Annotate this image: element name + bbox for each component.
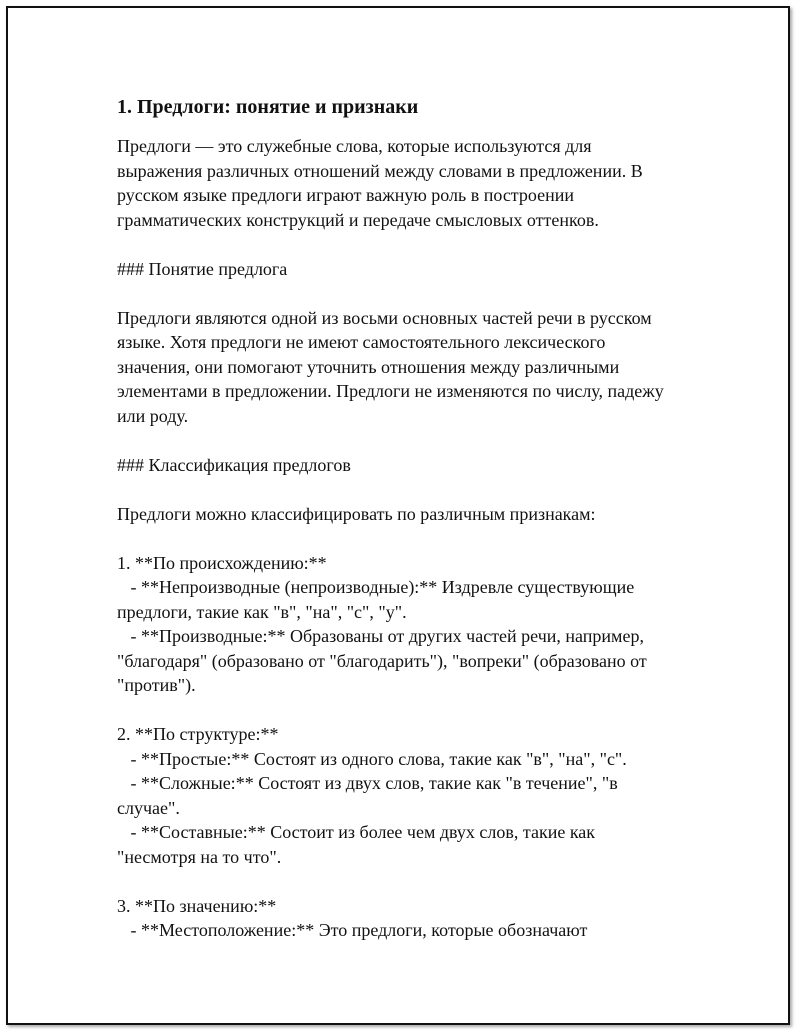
paragraph: [117, 551, 707, 698]
text-line: Предлоги можно классифицировать по различным признакам:: [117, 503, 596, 524]
text-line: грамматических конструкций и передаче смысловых оттенков.: [117, 209, 599, 230]
text-line: элементами в предложении. Предлоги не изменяются по числу, падежу: [117, 381, 664, 401]
text-line: значения, они помогают уточнить отношения между различными: [117, 356, 620, 377]
text-line: - **Местоположение:** Это предлоги, которые обозначают: [117, 920, 588, 940]
paragraph-gap: [117, 698, 707, 723]
paragraph: [117, 257, 707, 282]
text-line: ### Классификация предлогов: [117, 454, 351, 475]
paragraph-gap: [117, 281, 707, 306]
text-line: Предлоги являются одной из восьми основных частей речи в русском: [117, 307, 652, 328]
text-line: "несмотря на то что".: [117, 846, 282, 867]
text-line: "против").: [117, 675, 196, 695]
document-body: [117, 94, 707, 943]
text-line: 2. **По структуре:**: [117, 724, 279, 744]
document-title: 1. Предлоги: понятие и признаки: [117, 96, 419, 118]
text-line: или роду.: [117, 405, 189, 426]
text-line: 3. **По значению:**: [117, 895, 277, 916]
text-line: - **Простые:** Состоят из одного слова, такие как "в", "на", "с".: [117, 748, 627, 769]
text-line: - **Сложные:** Состоят из двух слов, такие как "в течение", "в: [117, 773, 618, 793]
text-line: предлоги, такие как "в", "на", "с", "у".: [117, 601, 407, 622]
paragraph: [117, 134, 707, 232]
paragraph-gap: [117, 869, 707, 894]
text-line: русском языке предлоги играют важную роль в построении: [117, 185, 574, 205]
paragraph: [117, 453, 707, 478]
text-line: ### Понятие предлога: [117, 258, 288, 279]
text-line: выражения различных отношений между словами в предложении. В: [117, 160, 643, 181]
paragraph: [117, 306, 707, 429]
text-line: - **Составные:** Состоит из более чем двух слов, такие как: [117, 822, 596, 842]
paragraph-gap: [117, 428, 707, 453]
text-line: - **Производные:** Образованы от других частей речи, например,: [117, 626, 644, 646]
paragraph-gap: [117, 477, 707, 502]
paragraph-gap: [117, 526, 707, 551]
paragraph: [117, 894, 707, 943]
text-line: Предлоги — это служебные слова, которые используются для: [117, 136, 592, 156]
text-line: "благодаря" (образовано от "благодарить"), "вопреки" (образовано от: [117, 650, 647, 671]
paragraph: [117, 722, 707, 869]
text-line: 1. **По происхождению:**: [117, 552, 327, 573]
document-blocks: [117, 134, 707, 943]
text-line: - **Непроизводные (непроизводные):** Издревле существующие: [117, 577, 635, 597]
paragraph-gap: [117, 232, 707, 257]
text-line: случае".: [117, 797, 180, 818]
text-line: языке. Хотя предлоги не имеют самостоятельного лексического: [117, 332, 606, 352]
paragraph: [117, 502, 707, 527]
